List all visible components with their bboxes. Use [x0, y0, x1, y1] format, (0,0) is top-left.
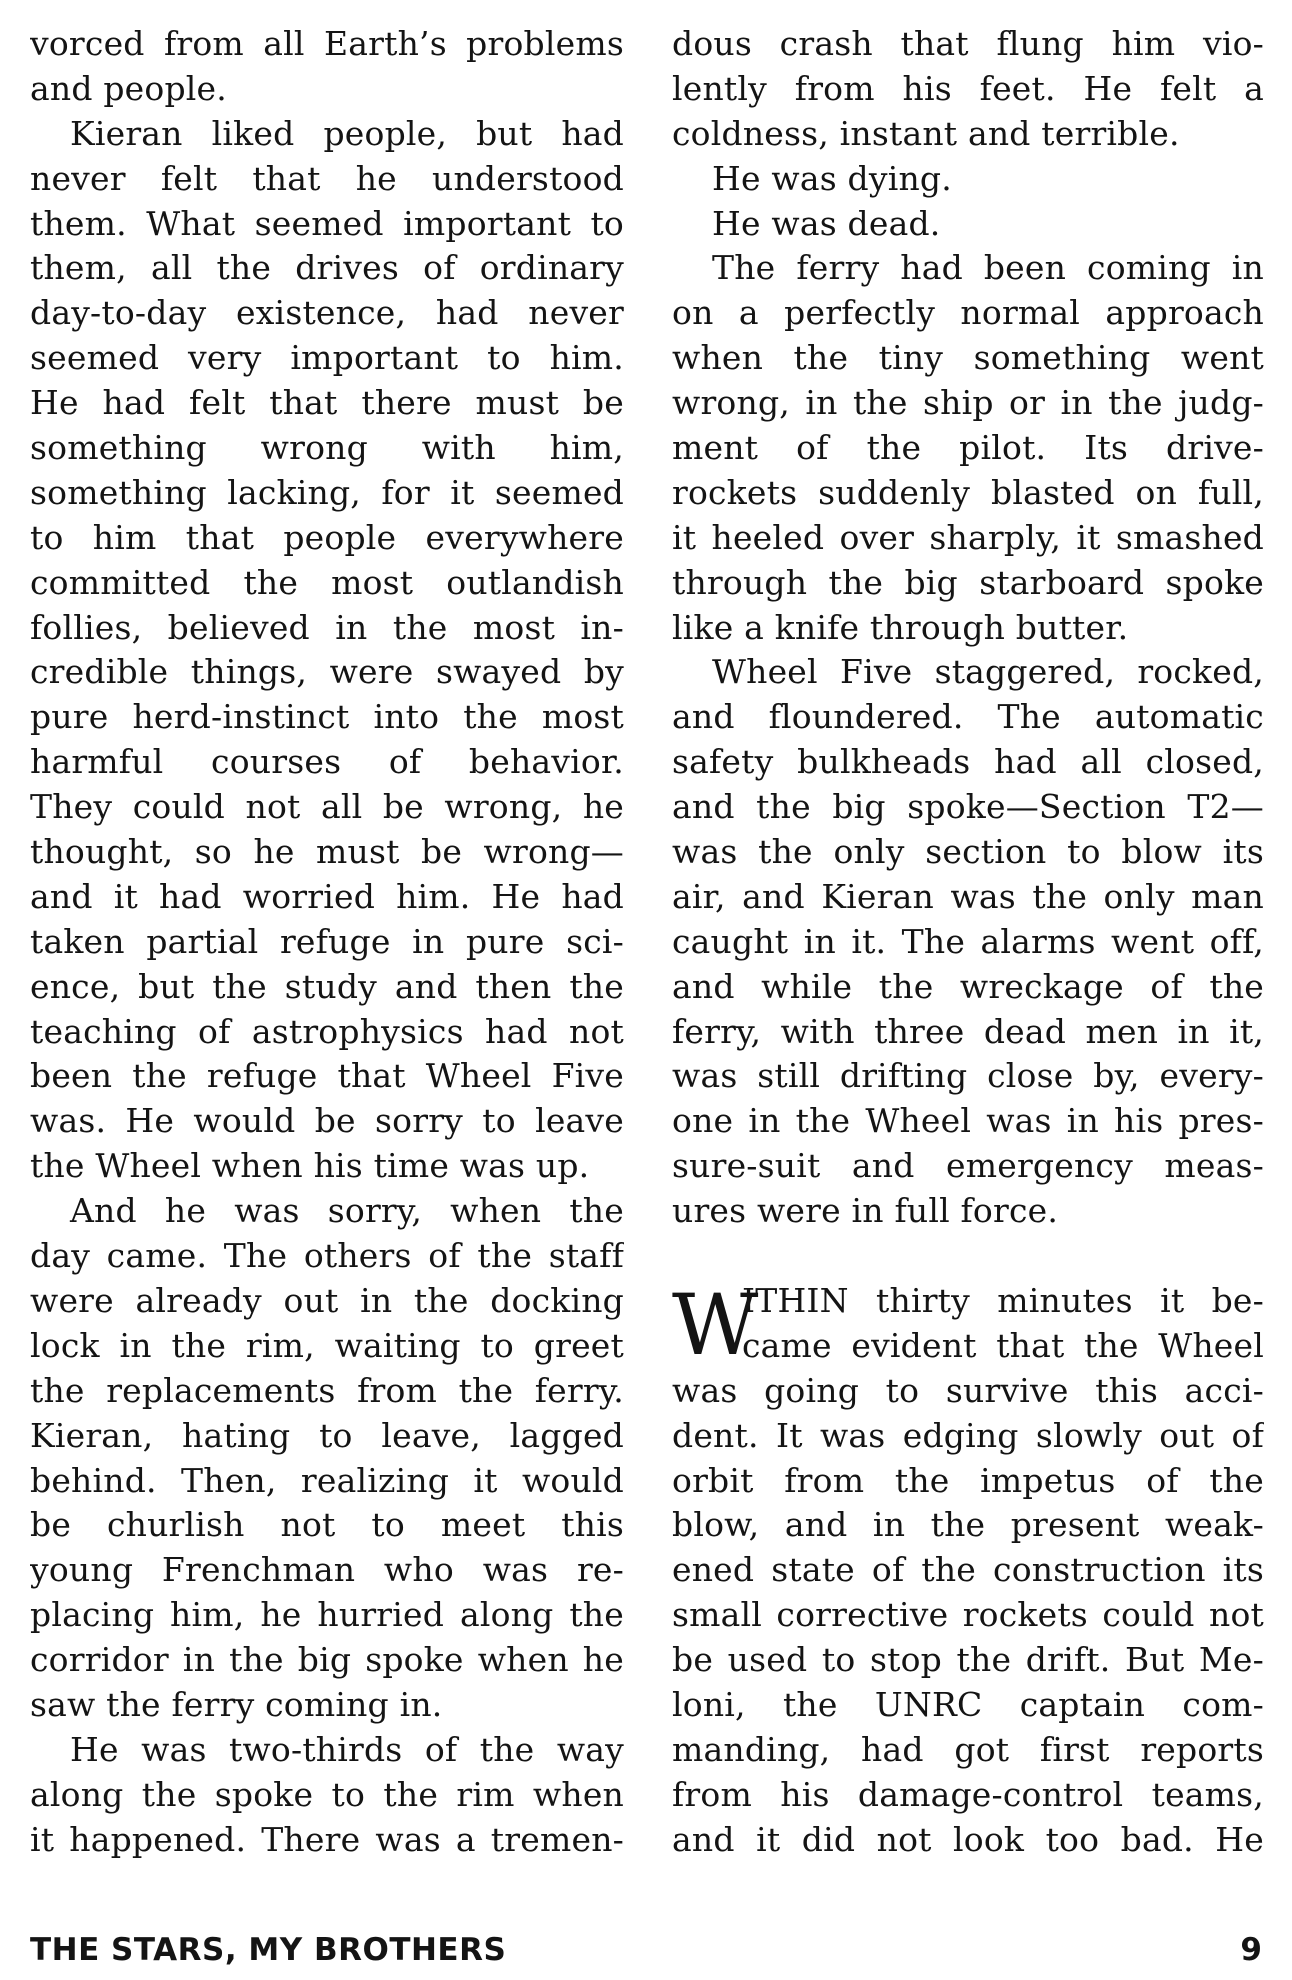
text-line: it heeled over sharply, it smashed: [672, 517, 1264, 557]
text-line: them. What seemed important to: [30, 203, 624, 243]
text-line: was the only section to blow its: [672, 832, 1264, 872]
text-line: And he was sorry, when the: [70, 1191, 624, 1231]
text-line: vorced from all Earth’s problems: [30, 24, 624, 63]
text-line: rockets suddenly blasted on full,: [672, 472, 1264, 512]
text-line: been the refuge that Wheel Five: [30, 1056, 624, 1096]
text-line: dent. It was edging slowly out of: [672, 1415, 1264, 1455]
text-line: through the big starboard spoke: [672, 562, 1264, 602]
text-line: and floundered. The automatic: [672, 697, 1264, 737]
text-line: young Frenchman who was re-: [30, 1550, 624, 1590]
text-line: came evident that the Wheel: [742, 1325, 1264, 1365]
text-line: ence, but the study and then the: [30, 966, 624, 1006]
page-number: 9: [1240, 1932, 1262, 1968]
text-line: along the spoke to the rim when: [30, 1774, 624, 1814]
text-line: sure-suit and emergency meas-: [672, 1146, 1264, 1186]
right-text-column: [672, 22, 1264, 1863]
text-line: credible things, were swayed by: [30, 652, 624, 692]
text-line: day came. The others of the staff: [30, 1236, 624, 1276]
text-line: it happened. There was a tremen-: [30, 1819, 624, 1859]
text-line: day-to-day existence, had never: [30, 293, 624, 333]
text-line: He was dead.: [712, 203, 941, 243]
right-column-section-text: [672, 1369, 1264, 1863]
text-line: He was dying.: [712, 158, 952, 198]
text-line: They could not all be wrong, he: [30, 787, 624, 827]
text-line: Kieran, hating to leave, lagged: [30, 1415, 624, 1455]
text-line: manding, had got first reports: [672, 1729, 1264, 1769]
text-line: the replacements from the ferry.: [30, 1370, 624, 1410]
text-line: ferry, with three dead men in it,: [672, 1011, 1264, 1051]
text-line: blow, and in the present weak-: [672, 1505, 1264, 1545]
text-line: was. He would be sorry to leave: [30, 1101, 624, 1141]
text-line: when the tiny something went: [672, 338, 1264, 378]
text-line: orbit from the impetus of the: [672, 1460, 1264, 1500]
text-line: taken partial refuge in pure sci-: [30, 921, 624, 961]
text-line: small corrective rockets could not: [672, 1595, 1264, 1635]
text-line: safety bulkheads had all closed,: [672, 742, 1264, 782]
text-line: teaching of astrophysics had not: [30, 1011, 624, 1051]
text-line: wrong, in the ship or in the judg-: [672, 383, 1264, 423]
text-line: and the big spoke—Section T2—: [672, 787, 1264, 827]
text-line: pure herd-instinct into the most: [30, 697, 624, 737]
text-line: were already out in the docking: [30, 1280, 624, 1320]
text-line: ITHIN thirty minutes it be-: [742, 1280, 1264, 1320]
text-line: ened state of the construction its: [672, 1550, 1264, 1590]
text-line: be used to stop the drift. But Me-: [672, 1640, 1264, 1680]
text-line: from his damage-control teams,: [672, 1774, 1264, 1814]
text-line: and while the wreckage of the: [672, 966, 1264, 1006]
text-line: them, all the drives of ordinary: [30, 248, 624, 288]
text-line: placing him, he hurried along the: [30, 1595, 624, 1635]
text-line: thought, so he must be wrong—: [30, 832, 624, 872]
text-line: seemed very important to him.: [30, 338, 624, 378]
text-line: and it did not look too bad. He: [672, 1819, 1264, 1859]
text-line: follies, believed in the most in-: [30, 607, 624, 647]
text-line: The ferry had been coming in: [712, 248, 1264, 288]
drop-cap: W: [672, 1275, 759, 1374]
text-line: corridor in the big spoke when he: [30, 1640, 624, 1680]
text-line: something wrong with him,: [30, 428, 624, 468]
section-break: [672, 1234, 1264, 1279]
page-footer: [30, 1928, 1262, 1972]
text-line: Kieran liked people, but had: [70, 113, 624, 153]
text-line: was still drifting close by, every-: [672, 1056, 1264, 1096]
text-line: ment of the pilot. Its drive-: [672, 428, 1264, 468]
left-text-column: [30, 22, 624, 1863]
text-line: the Wheel when his time was up.: [30, 1146, 590, 1186]
text-line: air, and Kieran was the only man: [672, 876, 1264, 916]
text-line: behind. Then, realizing it would: [30, 1460, 624, 1500]
text-line: harmful courses of behavior.: [30, 742, 624, 782]
text-line: He was two-thirds of the way: [70, 1729, 624, 1769]
text-line: on a perfectly normal approach: [672, 293, 1264, 333]
text-line: coldness, instant and terrible.: [672, 113, 1180, 153]
text-line: lently from his feet. He felt a: [672, 68, 1264, 108]
text-line: Wheel Five staggered, rocked,: [712, 652, 1264, 692]
text-line: and it had worried him. He had: [30, 876, 624, 916]
text-line: like a knife through butter.: [672, 607, 1129, 647]
text-line: something lacking, for it seemed: [30, 472, 624, 512]
text-line: was going to survive this acci-: [672, 1370, 1264, 1410]
text-line: be churlish not to meet this: [30, 1505, 624, 1545]
text-line: He had felt that there must be: [30, 383, 624, 423]
text-line: never felt that he understood: [30, 158, 624, 198]
text-line: committed the most outlandish: [30, 562, 624, 602]
text-line: caught in it. The alarms went off,: [672, 921, 1264, 961]
right-column-opening-text: [672, 22, 1264, 1234]
text-line: to him that people everywhere: [30, 517, 624, 557]
section-opening: [672, 1275, 1264, 1374]
text-line: dous crash that flung him vio-: [672, 24, 1264, 63]
text-line: saw the ferry coming in.: [30, 1684, 443, 1724]
running-title: THE STARS, MY BROTHERS: [30, 1932, 507, 1968]
text-line: and people.: [30, 68, 227, 108]
text-line: one in the Wheel was in his pres-: [672, 1101, 1264, 1141]
text-line: ures were in full force.: [672, 1191, 1059, 1231]
text-line: lock in the rim, waiting to greet: [30, 1325, 624, 1365]
text-line: loni, the UNRC captain com-: [672, 1684, 1264, 1724]
